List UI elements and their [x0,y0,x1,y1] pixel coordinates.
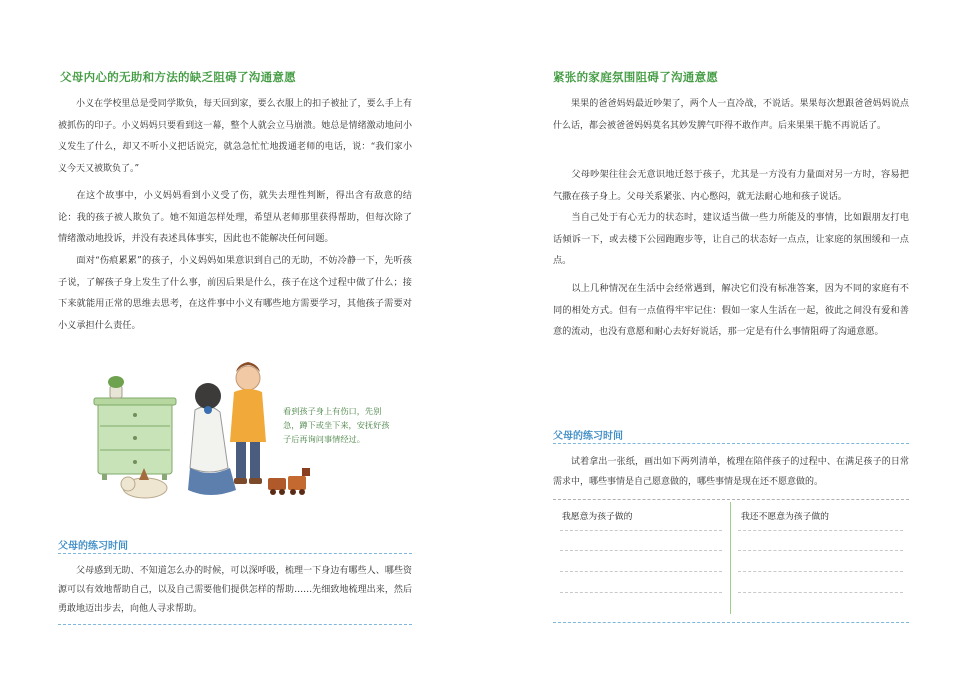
willing-line-4 [560,592,722,593]
unwilling-line-3 [738,571,903,572]
toy-train-icon [268,468,310,495]
illustration-caption: 看到孩子身上有伤口，先别急，蹲下或坐下来，安抚好孩子后再询问事情经过。 [283,406,390,444]
left-paragraph-1: 小义在学校里总是受同学欺负，每天回到家，要么衣服上的扣子被扯了，要么手上有被抓伤的印子。小义妈妈只要看到这一幕，整个人就会立马崩溃。她总是情绪激动地问小义发生了什么，却又不听小义把话说完，就急急忙忙地拨通老师的电话，说：“我们家小义今天又被欺负了。” [58,99,412,174]
left-practice-text: 父母感到无助、不知道怎么办的时候，可以深呼吸，梳理一下身边有哪些人、哪些资源可以有效地帮助自己，以及自己需要他们提供怎样的帮助……先细致地梳理出来，然后勇敢地迈出步去，向他人寻求帮助。 [58,566,412,614]
right-practice-title: 父母的练习时间 [553,431,623,442]
willing-line-3 [560,571,722,572]
list-header-divider [553,499,909,500]
left-paragraph-3: 面对“伤痕累累”的孩子，小义妈妈如果意识到自己的无助，不妨冷静一下，先听孩子说，了解孩子身上发生了什么事，前因后果是什么，孩子在这个过程中做了什么；接下来就能用正常的思维去思考，在这件事中小义有哪些地方需要学习，其他孩子需要对小义承担什么责任。 [58,255,412,331]
unwilling-line-2 [738,550,903,551]
mother-figure [188,383,236,495]
willing-line-1 [560,530,722,531]
right-paragraph-3: 当自己处于有心无力的状态时，建议适当做一些力所能及的事情，比如跟朋友打电话倾诉一下，或去楼下公园跑跑步等，让自己的状态好一点点，让家庭的氛围缓和一点点。 [553,212,909,266]
dresser-icon [94,398,176,480]
plant-icon [108,376,124,398]
child-figure [230,362,266,484]
right-page [482,0,964,680]
unwilling-column-header: 我还不愿意为孩子做的 [741,512,829,522]
right-paragraph-2: 父母吵架往往会无意识地迁怒于孩子，尤其是一方没有力量面对另一方时，容易把气撒在孩子身上。父母关系紧张、内心憋闷，就无法耐心地和孩子说话。 [553,169,909,202]
left-practice-title: 父母的练习时间 [58,541,128,552]
right-heading: 紧张的家庭氛围阻碍了沟通意愿 [553,70,719,84]
right-practice-bottom-divider [553,622,909,623]
column-separator [730,502,731,614]
right-paragraph-4: 以上几种情况在生活中会经常遇到，解决它们没有标准答案，因为不同的家庭有不同的相处方式。但有一点值得牢牢记住：假如一家人生活在一起，彼此之间没有爱和善意的流动，也没有意愿和耐心去好好说话，那一定是有什么事情阻碍了沟通意愿。 [553,283,909,337]
right-practice-top-divider [553,443,909,444]
left-practice-bottom-divider [58,624,412,625]
right-practice-text: 试着拿出一张纸，画出如下两列清单，梳理在陪伴孩子的过程中、在满足孩子的日常需求中，哪些事情是自己愿意做的，哪些事情是现在还不愿意做的。 [553,457,909,487]
left-heading: 父母内心的无助和方法的缺乏阻碍了沟通意愿 [60,70,296,84]
willing-line-2 [560,550,722,551]
right-paragraph-1: 果果的爸爸妈妈最近吵架了，两个人一直冷战，不说话。果果每次想跟爸爸妈妈说点什么话，都会被爸爸妈妈莫名其妙发脾气吓得不敢作声。后来果果干脆不再说话了。 [553,99,909,131]
willing-column-header: 我愿意为孩子做的 [562,512,633,522]
unwilling-line-1 [738,530,903,531]
left-practice-top-divider [58,553,412,554]
unwilling-line-4 [738,592,903,593]
left-paragraph-2: 在这个故事中，小义妈妈看到小义受了伤，就失去理性判断，得出含有敌意的结论：我的孩子被人欺负了。她不知道怎样处理，希望从老师那里获得帮助，但每次除了情绪激动地投诉，并没有表述具体事实，因此也不能解决任何问题。 [58,190,412,244]
